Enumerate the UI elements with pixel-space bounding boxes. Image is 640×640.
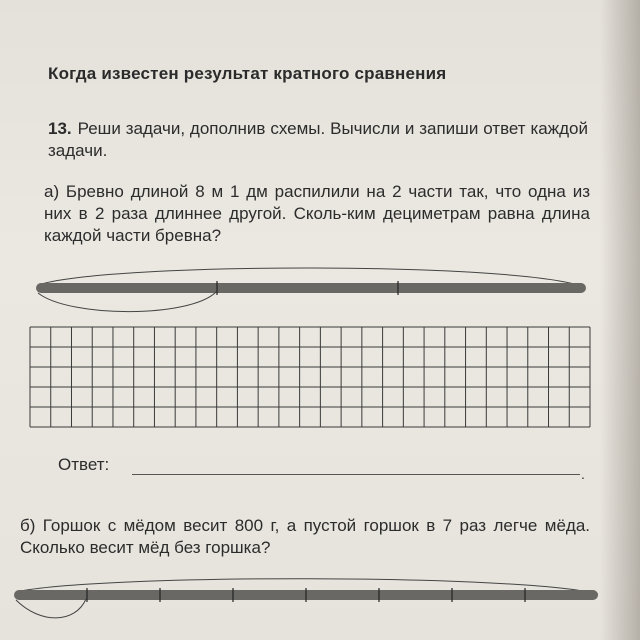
- scheme-a: [36, 268, 586, 312]
- answer-input-line[interactable]: [132, 474, 580, 475]
- scheme-a-segment-bar: [36, 283, 586, 293]
- scheme-a-part-brace: [38, 292, 216, 312]
- answer-label: Ответ:: [58, 455, 110, 474]
- task-b-text: б) Горшок с мёдом весит 800 г, а пустой горшок в 7 раз легче мёда. Сколько весит мёд без горшка?: [20, 516, 590, 557]
- scheme-b-part-brace: [16, 599, 86, 618]
- section-title: Когда известен результат кратного сравнения: [48, 64, 447, 83]
- scheme-b: [14, 579, 598, 618]
- task-13-text: Реши задачи, дополнив схемы. Вычисли и запиши ответ каждой задачи.: [48, 119, 588, 160]
- task-a-text: а) Бревно длиной 8 м 1 дм распилили на 2 части так, что одна из них в 2 раза длиннее другой. Сколь-ким дециметрам равна длина каждой части бревна?: [44, 182, 590, 245]
- answer-period: .: [581, 466, 585, 482]
- task-number: 13.: [48, 119, 72, 138]
- answer-grid[interactable]: [30, 327, 590, 427]
